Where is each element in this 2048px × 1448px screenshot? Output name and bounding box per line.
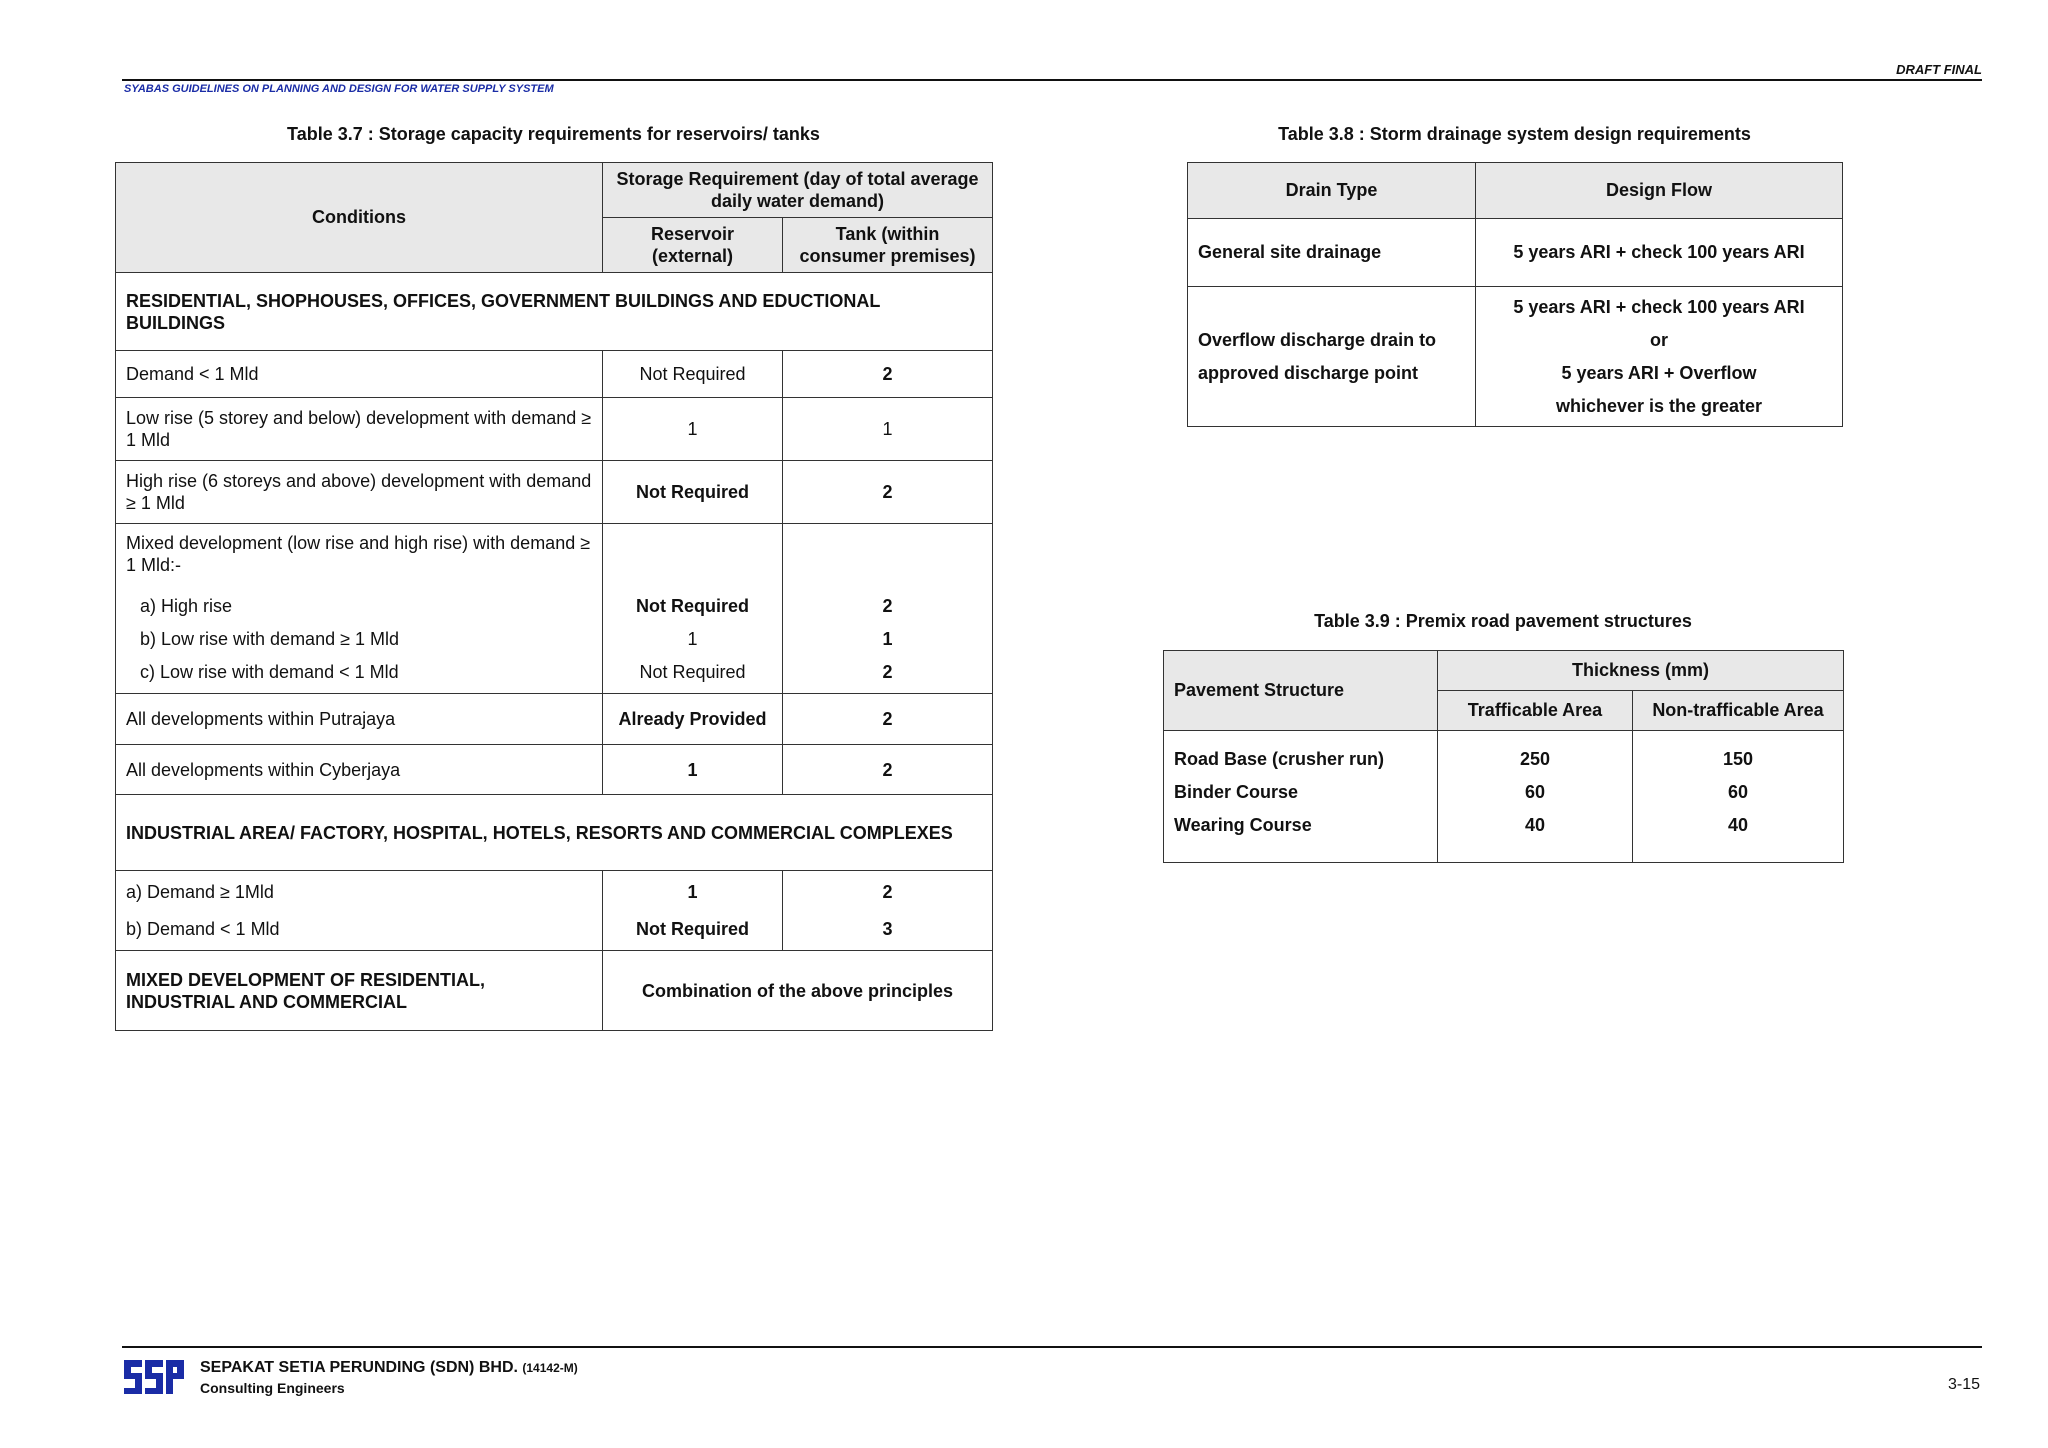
table-row-industrial <box>116 871 993 951</box>
cell-reservoir: 1 <box>603 398 783 461</box>
list-item: Binder Course <box>1174 782 1299 802</box>
list-item: b) Demand < 1 Mld <box>126 918 280 939</box>
list-item: a) Demand ≥ 1Mld <box>126 881 274 902</box>
cell-tank: 2 <box>783 745 993 795</box>
table38 <box>1187 162 1843 427</box>
cell-reservoir-mixed <box>603 524 783 694</box>
col-drain-type: Drain Type <box>1188 163 1476 219</box>
table39 <box>1163 650 1844 863</box>
cell-condition-mixed <box>116 524 603 694</box>
draft-label: DRAFT FINAL <box>1896 62 1982 77</box>
cell-condition: High rise (6 storeys and above) development with demand ≥ 1 Mld <box>116 461 603 524</box>
cell-condition: Demand < 1 Mld <box>116 351 603 398</box>
list-item: 2 <box>882 596 893 616</box>
cell-structure-names <box>1164 731 1438 863</box>
table38-caption: Table 3.8 : Storm drainage system design requirements <box>1278 124 1751 144</box>
cell-combination: Combination of the above principles <box>603 951 993 1031</box>
col-non-trafficable: Non-trafficable Area <box>1633 691 1844 731</box>
footer-rule <box>122 1346 1982 1348</box>
table-row <box>116 461 993 524</box>
cell-reservoir-industrial <box>603 871 783 951</box>
col-conditions: Conditions <box>116 163 603 273</box>
flow-line: whichever is the greater <box>1555 395 1763 416</box>
list-item: 60 <box>1727 782 1749 802</box>
cell-tank-industrial <box>783 871 993 951</box>
list-item: Not Required <box>635 596 749 616</box>
list-item: 40 <box>1727 815 1749 835</box>
cell-tank: 2 <box>783 351 993 398</box>
list-item: 3 <box>882 918 893 939</box>
company-reg-no: (14142-M) <box>522 1361 578 1375</box>
table37-caption: Table 3.7 : Storage capacity requirements for reservoirs/ tanks <box>287 124 820 144</box>
list-item: 250 <box>1519 749 1551 769</box>
ssp-logo-icon <box>124 1358 184 1396</box>
list-item: 40 <box>1524 815 1546 835</box>
document-title: SYABAS GUIDELINES ON PLANNING AND DESIGN FOR WATER SUPPLY SYSTEM <box>124 83 554 95</box>
cell-reservoir: Already Provided <box>603 694 783 745</box>
col-tank: Tank (within consumer premises) <box>783 218 993 273</box>
page-number: 3-15 <box>1947 1376 1980 1393</box>
cell-design-flow <box>1476 287 1843 427</box>
table-row-pavement <box>1164 731 1844 863</box>
flow-line: 5 years ARI + check 100 years ARI <box>1513 296 1805 317</box>
cell-condition-industrial <box>116 871 603 951</box>
list-item: Not Required <box>635 918 749 939</box>
cell-condition: Low rise (5 storey and below) development with demand ≥ 1 Mld <box>116 398 603 461</box>
list-item: 2 <box>882 881 893 902</box>
company-name-text: SEPAKAT SETIA PERUNDING (SDN) BHD. <box>200 1359 518 1376</box>
list-item: 2 <box>882 662 893 682</box>
cell-condition: All developments within Cyberjaya <box>116 745 603 795</box>
table-row <box>1188 287 1843 427</box>
list-item: Not Required <box>639 662 746 682</box>
cell-tank-mixed <box>783 524 993 694</box>
section-residential: RESIDENTIAL, SHOPHOUSES, OFFICES, GOVERNMENT BUILDINGS AND EDUCTIONAL BUILDINGS <box>116 273 993 351</box>
cell-reservoir: Not Required <box>603 461 783 524</box>
col-trafficable: Trafficable Area <box>1438 691 1633 731</box>
table-row <box>116 398 993 461</box>
cell-drain-type: General site drainage <box>1188 219 1476 287</box>
table37 <box>115 162 993 1031</box>
flow-line: 5 years ARI + Overflow <box>1561 362 1757 383</box>
company-name <box>200 1359 578 1377</box>
col-pavement-structure: Pavement Structure <box>1164 651 1438 731</box>
list-item: Wearing Course <box>1174 815 1312 835</box>
table-row <box>1188 219 1843 287</box>
section-mixed-development: MIXED DEVELOPMENT OF RESIDENTIAL, INDUSTRIAL AND COMMERCIAL <box>116 951 603 1031</box>
table-row <box>116 694 993 745</box>
company-subtitle: Consulting Engineers <box>200 1380 345 1396</box>
table-row-mixed <box>116 524 993 694</box>
col-thickness: Thickness (mm) <box>1438 651 1844 691</box>
cell-trafficable-values <box>1438 731 1633 863</box>
cell-drain-type: Overflow discharge drain to approved discharge point <box>1188 287 1476 427</box>
col-storage: Storage Requirement (day of total average daily water demand) <box>603 163 993 218</box>
list-item: 1 <box>687 881 698 902</box>
flow-line: or <box>1650 329 1668 350</box>
cell-tank: 2 <box>783 694 993 745</box>
col-design-flow: Design Flow <box>1476 163 1843 219</box>
mixed-heading: Mixed development (low rise and high rise) with demand ≥ 1 Mld:- <box>126 533 591 575</box>
cell-design-flow: 5 years ARI + check 100 years ARI <box>1476 219 1843 287</box>
col-reservoir: Reservoir (external) <box>603 218 783 273</box>
list-item: b) Low rise with demand ≥ 1 Mld <box>140 629 399 649</box>
list-item: a) High rise <box>140 596 233 616</box>
list-item: 60 <box>1524 782 1546 802</box>
cell-reservoir: 1 <box>603 745 783 795</box>
list-item: 1 <box>882 629 893 649</box>
table39-caption: Table 3.9 : Premix road pavement structures <box>1314 611 1692 631</box>
table-row <box>116 351 993 398</box>
list-item: Road Base (crusher run) <box>1174 749 1385 769</box>
header-rule <box>122 79 1982 81</box>
list-item: 1 <box>687 629 698 649</box>
cell-reservoir: Not Required <box>603 351 783 398</box>
section-industrial: INDUSTRIAL AREA/ FACTORY, HOSPITAL, HOTELS, RESORTS AND COMMERCIAL COMPLEXES <box>116 795 993 871</box>
cell-nontrafficable-values <box>1633 731 1844 863</box>
cell-tank: 1 <box>783 398 993 461</box>
cell-tank: 2 <box>783 461 993 524</box>
table-row <box>116 745 993 795</box>
cell-condition: All developments within Putrajaya <box>116 694 603 745</box>
list-item: 150 <box>1722 749 1754 769</box>
list-item: c) Low rise with demand < 1 Mld <box>140 662 399 682</box>
